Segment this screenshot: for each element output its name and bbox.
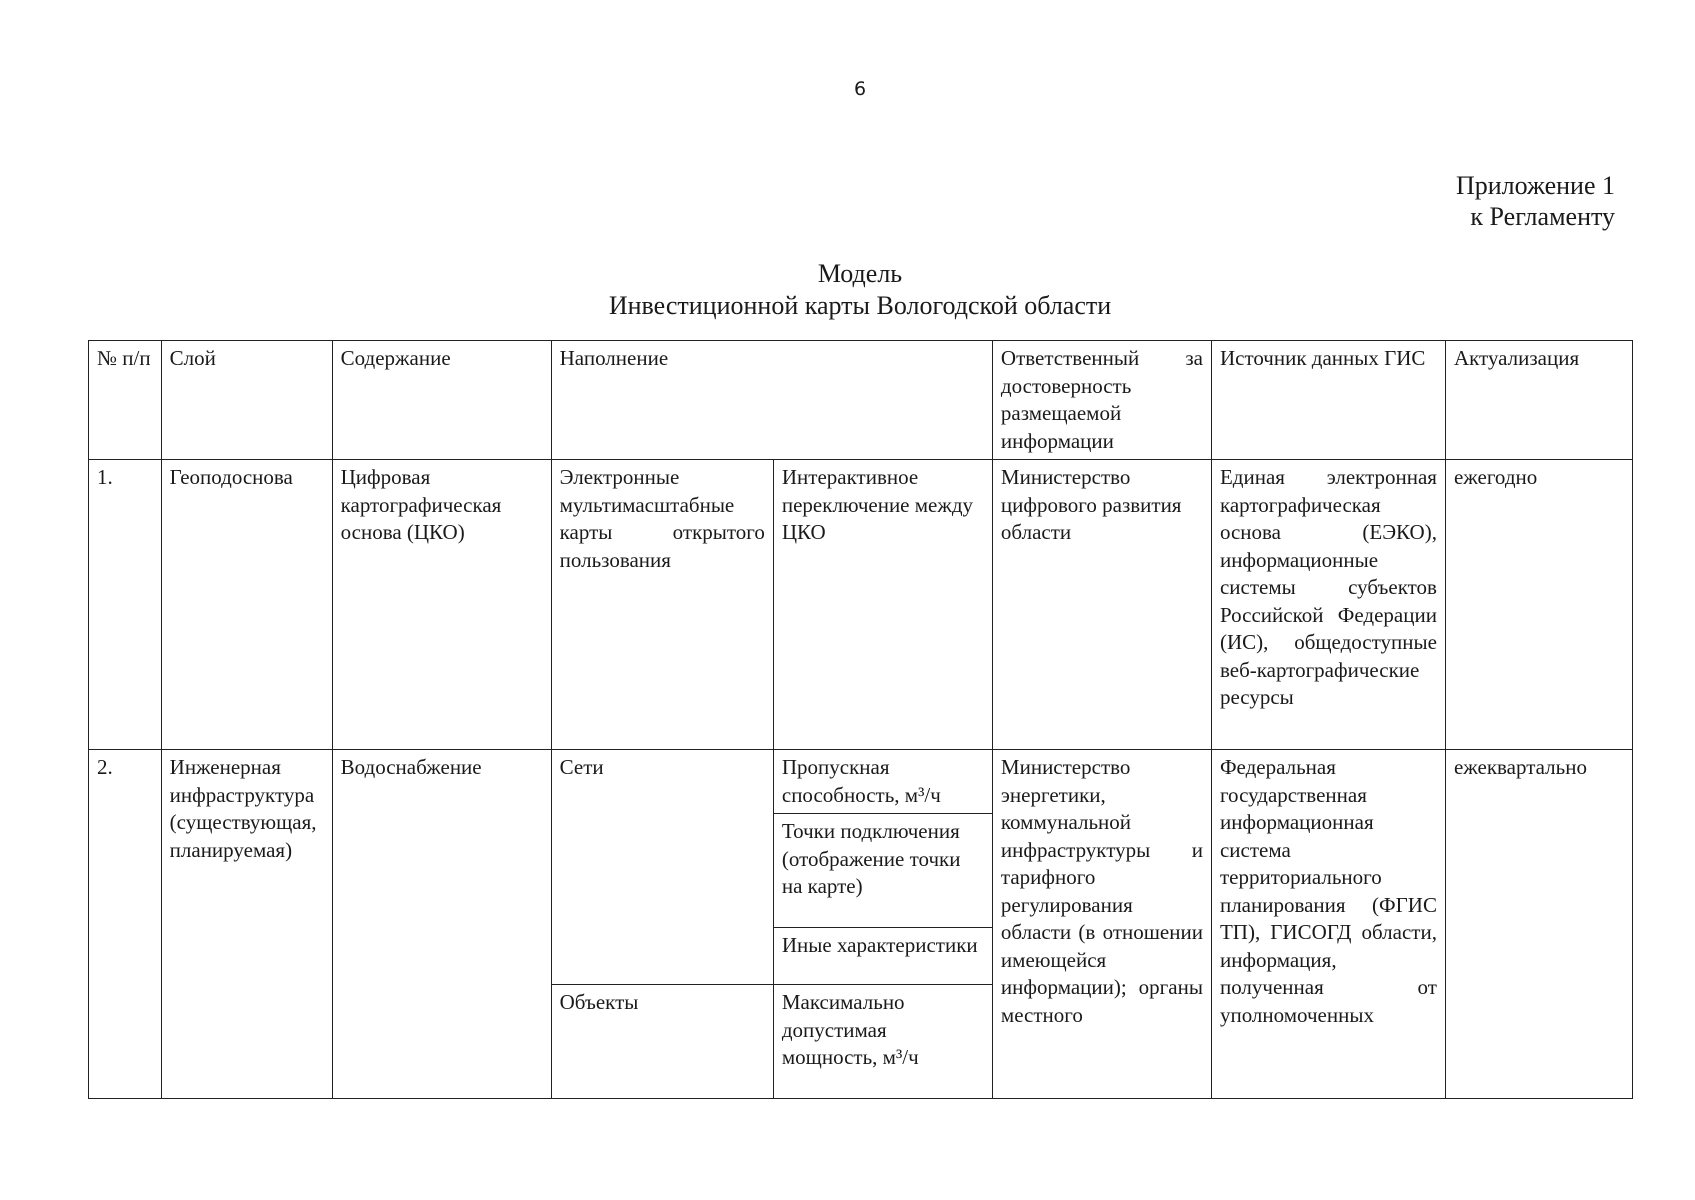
row-1-fill-main: Электронные мультимасштабные карты открытого пользования bbox=[551, 460, 773, 750]
header-content: Содержание bbox=[332, 341, 551, 460]
page-number: 6 bbox=[853, 78, 867, 100]
header-source: Источник данных ГИС bbox=[1211, 341, 1445, 460]
appendix-line-2: к Регламенту bbox=[1470, 202, 1615, 231]
row-1-content: Цифровая картографическая основа (ЦКО) bbox=[332, 460, 551, 750]
header-update: Актуализация bbox=[1445, 341, 1632, 460]
row-1-num: 1. bbox=[89, 460, 162, 750]
title-line-1: Модель bbox=[817, 259, 903, 288]
table-header-row bbox=[89, 341, 1633, 460]
model-table bbox=[88, 340, 1633, 1099]
header-fill: Наполнение bbox=[551, 341, 992, 460]
header-responsible: Ответственный за достоверность размещаемой информации bbox=[992, 341, 1211, 460]
row-2-fill-detail-connection-points: Точки подключения (отображение точки на карте) bbox=[773, 814, 992, 928]
header-num: № п/п bbox=[89, 341, 162, 460]
row-2-fill-detail-capacity: Пропускная способность, м³/ч bbox=[773, 750, 992, 814]
table-row bbox=[89, 750, 1633, 814]
row-1-update: ежегодно bbox=[1445, 460, 1632, 750]
row-2-fill-detail-other: Иные характеристики bbox=[773, 928, 992, 985]
row-2-content: Водоснабжение bbox=[332, 750, 551, 1099]
appendix-note bbox=[1456, 170, 1615, 232]
row-2-layer: Инженерная инфраструктура (существующая, планируемая) bbox=[161, 750, 332, 1099]
table-row bbox=[89, 460, 1633, 750]
row-1-layer: Геоподоснова bbox=[161, 460, 332, 750]
row-2-fill-main-objects: Объекты bbox=[551, 985, 773, 1099]
row-1-fill-detail: Интерактивное переключение между ЦКО bbox=[773, 460, 992, 750]
row-2-num: 2. bbox=[89, 750, 162, 1099]
row-1-source: Единая электронная картографическая основа (ЕЭКО), информационные системы субъектов Российской Федерации (ИС), общедоступные веб-картографические ресурсы bbox=[1211, 460, 1445, 750]
appendix-line-1: Приложение 1 bbox=[1455, 171, 1615, 200]
row-2-fill-main-networks: Сети bbox=[551, 750, 773, 985]
row-2-source: Федеральная государственная информационная система территориального планирования (ФГИС ТП), ГИСОГД области, информация, полученная от уполномоченных bbox=[1211, 750, 1445, 1099]
title-line-2: Инвестиционной карты Вологодской области bbox=[608, 291, 1112, 320]
row-2-fill-detail-max-power: Максимально допустимая мощность, м³/ч bbox=[773, 985, 992, 1099]
header-layer: Слой bbox=[161, 341, 332, 460]
document-title bbox=[0, 258, 1695, 322]
row-2-responsible: Министерство энергетики, коммунальной инфраструктуры и тарифного регулирования области (в отношении имеющейся информации); органы местного bbox=[992, 750, 1211, 1099]
row-2-update: ежеквартально bbox=[1445, 750, 1632, 1099]
row-1-responsible: Министерство цифрового развития области bbox=[992, 460, 1211, 750]
